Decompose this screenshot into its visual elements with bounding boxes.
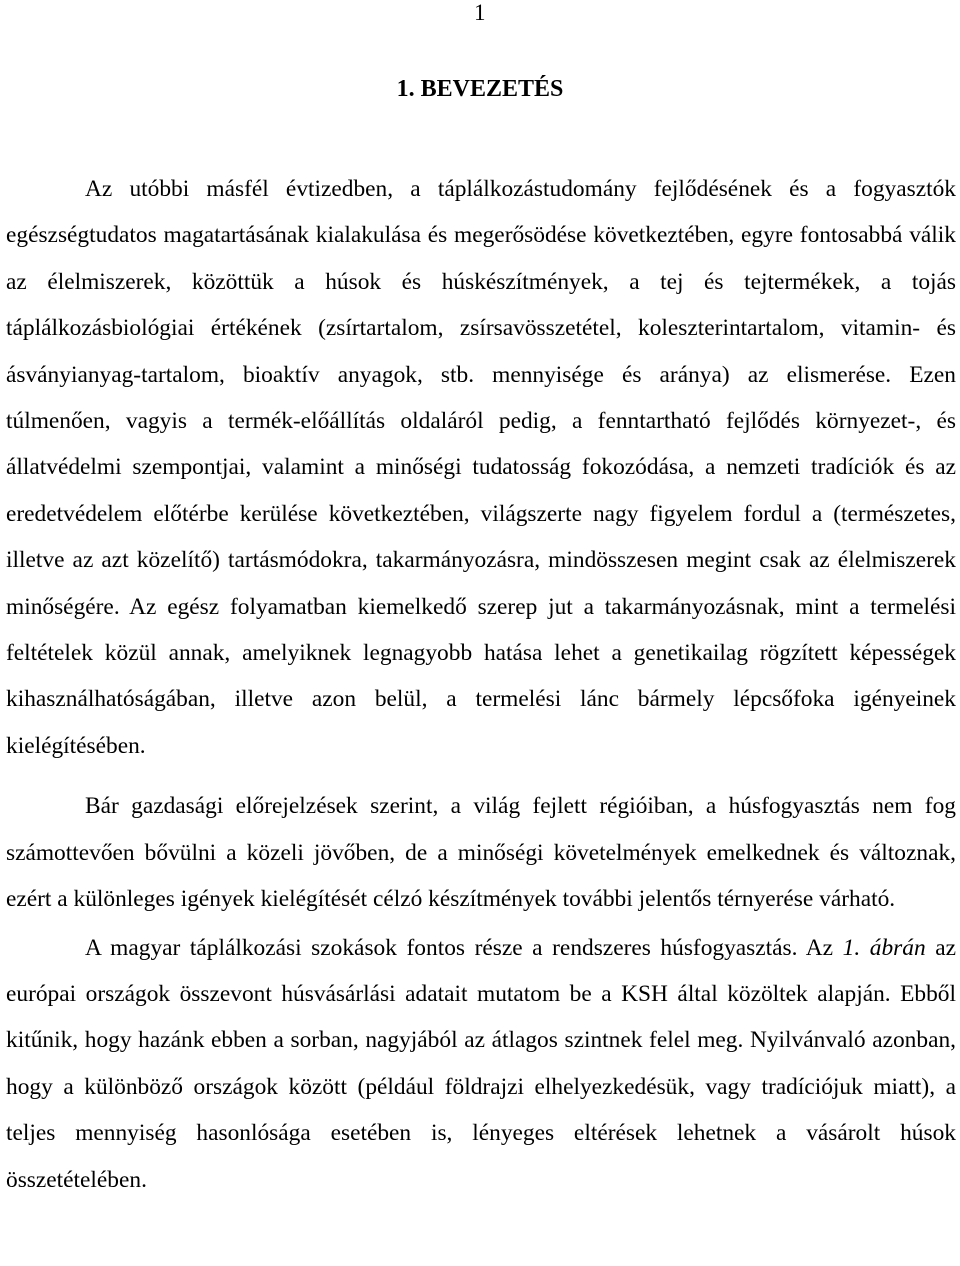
body-text: [6, 166, 956, 1203]
paragraph-3-text-before: A magyar táplálkozási szokások fontos része a rendszeres húsfogyasztás. Az: [85, 934, 843, 961]
page-number: 1: [474, 0, 486, 25]
paragraph-1: Az utóbbi másfél évtizedben, a táplálkozástudomány fejlődésének és a fogyasztók egészségtudatos magatartásának kialakulása és megerősödése következtében, egyre fontosabbá válik az élelmiszerek, közöttük a húsok és húskészítmények, a tej és tejtermékek, a tojás táplálkozásbiológiai értékének (zsírtartalom, zsírsavösszetétel, koleszterintartalom, vitamin- és ásványianyag-tartalom, bioaktív anyagok, stb. mennyisége és aránya) az elismerése. Ezen túlmenően, vagyis a termék-előállítás oldaláról pedig, a fenntartható fejlődés környezet-, és állatvédelmi szempontjai, valamint a minőségi tudatosság fokozódása, a nemzeti tradíciók és az eredetvédelem előtérbe kerülése következtében, világszerte nagy figyelem fordul a (természetes, illetve az azt közelítő) tartásmódokra, takarmányozásra, mindösszesen megint csak az élelmiszerek minőségére. Az egész folyamatban kiemelkedő szerep jut a takarmányozásnak, mint a termelési feltételek közül annak, amelyiknek legnagyobb hatása lehet a genetikailag rögzített képességek kihasználhatóságában, illetve azon belül, a termelési lánc bármely lépcsőfoka igényeinek kielégítésében.: [6, 176, 956, 759]
paragraph-3-text-after: az európai országok összevont húsvásárlási adatait mutatom be a KSH által közöltek alapján. Ebből kitűnik, hogy hazánk ebben a sorban, nagyjából az átlagos szintnek felel meg. Nyilvánvaló azonban, hogy a különböző országok között (például földrajzi elhelyezkedésük, vagy tradíciójuk miatt), a teljes mennyiség hasonlósága esetében is, lényeges eltérések lehetnek a vásárolt húsok összetételében.: [6, 934, 956, 1193]
paragraph-3: [6, 925, 956, 1203]
figure-reference: 1. ábrán: [842, 934, 926, 961]
section-heading: 1. BEVEZETÉS: [396, 76, 564, 102]
paragraph-2: Bár gazdasági előrejelzések szerint, a világ fejlett régióiban, a húsfogyasztás nem fog számottevően bővülni a közeli jövőben, de a minőségi követelmények emelkednek és változnak, ezért a különleges igények kielégítését célzó készítmények további jelentős térnyerése várható.: [6, 793, 956, 913]
